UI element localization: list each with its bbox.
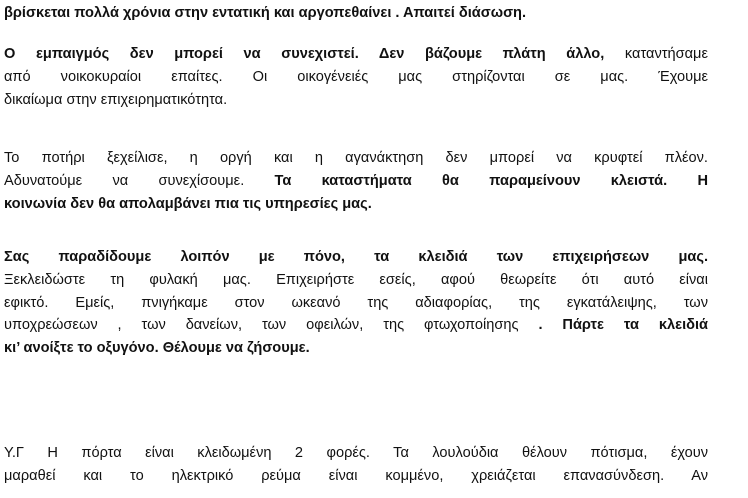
text-run: δικαίωμα στην επιχειρηματικότητα. — [4, 91, 228, 108]
text-run: Το ποτήρι ξεχείλισε, η οργή και η αγανάκτηση δεν μπορεί να κρυφτεί πλέον. — [4, 150, 708, 166]
bold-text-run: Ο εμπαιγμός δεν μπορεί να συνεχιστεί. Δεν βάζουμε πλάτη άλλο, — [4, 46, 605, 62]
text-run: καταντήσαμε — [604, 46, 708, 62]
text-run: Υ.Γ Η πόρτα είναι κλειδωμένη 2 φορές. Τα λουλούδια θέλουν πότισμα, έχουν — [4, 445, 708, 461]
paragraph-intro-tail — [4, 2, 708, 25]
text-line — [4, 89, 708, 112]
text-line — [4, 442, 708, 465]
text-line — [4, 314, 708, 337]
paragraph-mockery — [4, 43, 708, 111]
paragraph-handing-keys — [4, 246, 708, 360]
text-run: υποχρεώσεων , των δανείων, των οφειλών, της φτωχοποίησης — [4, 317, 539, 334]
text-line — [4, 193, 708, 216]
text-run: από νοικοκυραίοι επαίτες. Οι οικογένειές μας στηρίζονται σε μας. Έχουμε — [4, 68, 708, 85]
text-line — [4, 2, 708, 25]
text-line — [4, 269, 708, 292]
bold-text-run: Τα καταστήματα θα παραμείνουν κλειστά. Η — [274, 172, 708, 189]
bold-text-run: Σας παραδίδουμε λοιπόν με πόνο, τα κλειδιά των επιχειρήσεων μας. — [4, 249, 708, 265]
text-line — [4, 170, 708, 193]
text-run: Ξεκλειδώστε τη φυλακή μας. Επιχειρήστε εσείς, αφού θεωρείτε ότι αυτό είναι — [4, 271, 708, 288]
text-line — [4, 292, 708, 315]
bold-text-run: . Πάρτε τα κλειδιά — [538, 317, 709, 334]
bold-text-run: κοινωνία δεν θα απολαμβάνει πια τις υπηρεσίες μας. — [4, 195, 372, 212]
text-run: Αδυνατούμε να συνεχίσουμε. — [4, 172, 275, 189]
text-line — [4, 246, 708, 269]
text-run: μαραθεί και το ηλεκτρικό ρεύμα είναι κομμένο, χρειάζεται επανασύνδεση. Αν — [4, 467, 708, 484]
text-line — [4, 147, 708, 170]
bold-text-run: βρίσκεται πολλά χρόνια στην εντατική και αργοπεθαίνει . Απαιτεί διάσωση. — [4, 5, 527, 21]
text-line — [4, 337, 708, 360]
bold-text-run: κι’ ανοίξτε το οξυγόνο. Θέλουμε να ζήσουμε. — [4, 340, 310, 357]
paragraph-postscript — [4, 442, 708, 488]
text-line — [4, 43, 708, 66]
text-run: εφικτό. Εμείς, πνιγήκαμε στον ωκεανό της αδιαφορίας, της εγκατάλειψης, των — [4, 294, 708, 311]
paragraph-overflowing-glass — [4, 147, 708, 215]
text-line — [4, 66, 708, 89]
text-line — [4, 465, 708, 488]
